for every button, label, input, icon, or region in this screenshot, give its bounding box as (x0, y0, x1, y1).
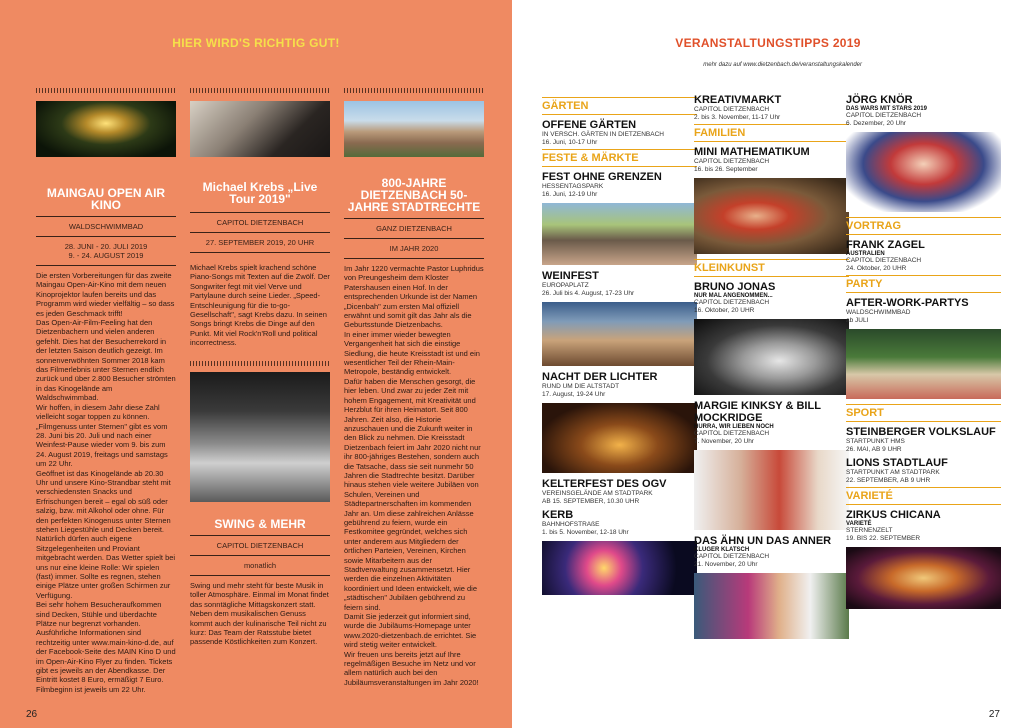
left-page-header: HIER WIRD'S RICHTIG GUT! (172, 36, 340, 50)
event-title: 800-JAHRE DIETZENBACH 50-JAHRE STADTRECHTE (347, 176, 481, 214)
party-crowd-photo (846, 329, 1001, 399)
event-date: 24. Oktober, 20 UHR (846, 264, 907, 272)
town-panorama-photo (344, 101, 484, 157)
event-subtitle: HURRA, WIR LIEBEN NOCH (694, 424, 774, 430)
right-page-header: VERANSTALTUNGSTIPPS 2019 (675, 36, 861, 50)
event-date: 19. BIS 22. SEPTEMBER (846, 534, 921, 542)
divider (190, 252, 330, 253)
wine-festival-photo (542, 302, 697, 366)
divider (190, 232, 330, 233)
event-date: 16. Oktober, 20 UHR (694, 306, 755, 314)
event-date: 16. Juni, 10-17 Uhr (542, 138, 598, 146)
divider (190, 555, 330, 556)
page-number: 27 (988, 709, 1000, 720)
category-heading: FESTE & MÄRKTE (542, 149, 697, 167)
divider (190, 575, 330, 576)
event-title: Michael Krebs „Live Tour 2019" (202, 180, 318, 206)
event-date: 16. Juni, 12-19 Uhr (542, 190, 598, 198)
category-heading: VORTRAG (846, 217, 1001, 235)
event-date: 2. bis 3. November, 11-17 Uhr (694, 113, 781, 121)
kinksy-mockridge-photo (694, 450, 849, 530)
tips-column-3 (846, 94, 1001, 614)
event-description: Im Jahr 1220 vermachte Pastor Luphridus von Preungesheim dem Kloster Patershausen einen Hof. In der entsprechenden Urkunde ist der Namen „Dicenbah" zum ersten Mal offiziell erwähnt und somit gilt das Jahr als die Geburtsstunde Dietzenbachs. In einer immer wieder bewegten Vergangenheit hat sich die einstige Siedlung, die heute Kreisstadt ist und ein wesentlicher Teil der Rhein-Main-Metropole, beständig entwickelt. Dafür haben die Menschen gesorgt, die hier leben. Und zwar zu jeder Zeit mit hohem Engagement, mit Kreativität und Herzblut für ihren Heimatort. Seit 800 Jahren. Zeit also, die Historie anzuschauen und die Zukunft weiter in den Blick zu nehmen. Die Kreisstadt Dietzenbach feiert im Jahr 2020 nicht nur ihr 800-jähriges Bestehen, sondern auch die Tatsache, dass sie seit nunmehr 50 Jahren die Stadtrechte besitzt. Darüber hinaus stehen viele weitere Jubiläen von Schulen, Vereinen und Städtepartnerschaften im kommenden Jahr an. Um diese zahlreichen Anlässe gebührend zu feiern, wurde ein Festkomitee gegründet, welches sich unter anderem aus Mitgliedern der örtlichen Parteien, Vereinen, Kirchen sowie Mitarbeitern aus der Stadtverwaltung zusammensetzt. Hier werden die einzelnen Aktivitäten koordiniert und Ideen entwickelt, wie die „städtischen" Jubiläen gebührend zu feiern sind. Damit Sie jederzeit gut informiert sind, wurde die Jubiläums-Homepage unter www.2020-dietzenbach.de errichtet. Sie wird stetig weiter entwickelt. Wir freuen uns bereits jetzt auf Ihre regelmäßigen Besuche im Netz und vor allem natürlich auch bei den Jubiläumsveranstaltungen im Jahr 2020! (344, 264, 484, 687)
divider (36, 265, 176, 266)
event-venue: CAPITOL DIETZENBACH (694, 299, 770, 306)
event-title: KELTERFEST DES OGV (542, 478, 667, 490)
category-heading: GÄRTEN (542, 97, 697, 115)
category-heading: VARIETÉ (846, 487, 1001, 505)
event-title: FEST OHNE GRENZEN (542, 171, 662, 183)
event-venue: CAPITOL DIETZENBACH (694, 158, 770, 165)
divider (344, 238, 484, 239)
event-date: AB 15. SEPTEMBER, 10.30 UHR (542, 497, 640, 505)
festival-crowd-photo (542, 203, 697, 265)
dashed-divider (36, 88, 176, 93)
event-date: 28. JUNI - 20. JULI 2019 (64, 242, 148, 251)
event-title: MARGIE KINKSY & BILL MOCKRIDGE (694, 400, 821, 424)
page-number: 26 (26, 709, 38, 720)
event-description: Michael Krebs spielt krachend schöne Piano-Songs mit Texten auf die Zwölf. Der Songwriter fegt mit viel Verve und Partylaune durch seine Lieder. „Speed-Entschleunigung für die to-go-Gesellschaft", sagt Krebs dazu. In seinen Songs bringt Krebs die Dinge auf den Punkt. Mit viel Rock'n'Roll und political incorrectness. (190, 263, 330, 348)
event-venue: CAPITOL DIETZENBACH (216, 218, 304, 227)
open-air-cinema-photo (36, 101, 176, 157)
event-subtitle: NUR MAL ANGENOMMEN... (694, 293, 773, 299)
event-title: MAINGAU OPEN AIR KINO (46, 186, 166, 212)
event-title: LIONS STADTLAUF (846, 457, 948, 469)
event-title: ZIRKUS CHICANA (846, 509, 941, 521)
joerg-knoer-photo (846, 132, 1001, 212)
event-date: 7. November, 20 Uhr (694, 437, 754, 445)
divider (344, 258, 484, 259)
column-open-air-kino (36, 88, 176, 694)
column-800-jahre (344, 88, 484, 700)
event-date: 22. SEPTEMBER, AB 9 UHR (846, 476, 931, 484)
event-title: WEINFEST (542, 270, 599, 282)
category-heading: PARTY (846, 275, 1001, 293)
dashed-divider (344, 88, 484, 93)
event-venue: CAPITOL DIETZENBACH (694, 430, 770, 437)
calendar-link[interactable]: mehr dazu auf www.dietzenbach.de/veranstaltungskalender (703, 62, 862, 68)
event-title: FRANK ZAGEL (846, 239, 925, 251)
event-date: 26. Juli bis 4. August, 17-23 Uhr (542, 289, 635, 297)
bruno-jonas-photo (694, 319, 849, 395)
event-date: 9. - 24. AUGUST 2019 (68, 251, 144, 260)
event-subtitle: VARIETÉ (846, 521, 872, 527)
divider (36, 216, 176, 217)
tips-column-2 (694, 94, 849, 644)
event-venue: CAPITOL DIETZENBACH (694, 106, 770, 113)
category-heading: FAMILIEN (694, 124, 849, 142)
child-math-photo (694, 178, 849, 254)
event-venue: WALDSCHWIMMBAD (68, 222, 144, 231)
event-venue: CAPITOL DIETZENBACH (216, 541, 304, 550)
event-title: BRUNO JONAS (694, 281, 776, 293)
event-venue: WALDSCHWIMMBAD (846, 309, 911, 316)
circus-photo (846, 547, 1001, 609)
divider (36, 236, 176, 237)
night-of-lights-photo (542, 403, 697, 473)
event-date: IM JAHR 2020 (389, 244, 439, 253)
pianist-photo (190, 101, 330, 157)
divider (190, 212, 330, 213)
event-title: KREATIVMARKT (694, 94, 782, 106)
divider (344, 218, 484, 219)
category-heading: KLEINKUNST (694, 259, 849, 277)
event-venue: STARTPUNKT AM STADTPARK (846, 469, 940, 476)
concert-hall-photo (190, 372, 330, 502)
event-title: NACHT DER LICHTER (542, 371, 658, 383)
divider (190, 535, 330, 536)
event-venue: STERNENZELT (846, 527, 893, 534)
event-subtitle: KLUGER KLATSCH (694, 547, 750, 553)
event-subtitle: AUSTRALIEN (846, 251, 885, 257)
tips-column-1 (542, 94, 697, 600)
column-michael-krebs (190, 88, 330, 661)
event-venue: GANZ DIETZENBACH (376, 224, 452, 233)
event-description: Swing und mehr steht für beste Musik in toller Atmosphäre. Einmal im Monat findet das sonntägliche Mittagskonzert statt. Neben dem musikalischen Genuss kommt auch der kulinarische Teil nicht zu kurz: Das Team der Ratsstube bietet passende Köstlichkeiten zum Konzert. (190, 581, 329, 647)
event-date: 16. bis 26. September (694, 165, 758, 173)
event-subtitle: DAS WARS MIT STARS 2019 (846, 106, 927, 112)
comedy-duo-photo (694, 573, 849, 639)
dashed-divider (190, 361, 330, 366)
event-venue: VEREINSGELÄNDE AM STADTPARK (542, 490, 653, 497)
event-title: STEINBERGER VOLKSLAUF (846, 426, 996, 438)
event-venue: EUROPAPLATZ (542, 282, 589, 289)
event-date: 26. MAI, AB 9 UHR (846, 445, 902, 453)
event-title: MINI MATHEMATIKUM (694, 146, 810, 158)
event-venue: CAPITOL DIETZENBACH (694, 553, 770, 560)
event-venue: RUND UM DIE ALTSTADT (542, 383, 620, 390)
event-title: AFTER-WORK-PARTYS (846, 297, 969, 309)
event-date: ab JULI (846, 316, 869, 324)
event-date: 17. August, 19-24 Uhr (542, 390, 606, 398)
category-heading: SPORT (846, 404, 1001, 422)
event-date: 27. SEPTEMBER 2019, 20 UHR (205, 238, 315, 247)
ferris-wheel-photo (542, 541, 697, 595)
event-venue: CAPITOL DIETZENBACH (846, 112, 922, 119)
dashed-divider (190, 88, 330, 93)
event-date: 21. November, 20 Uhr (694, 560, 758, 568)
event-venue: IN VERSCH. GÄRTEN IN DIETZENBACH (542, 131, 664, 138)
event-title-swing: SWING & MEHR (214, 517, 306, 531)
event-title: KERB (542, 509, 574, 521)
event-date: 1. bis 5. November, 12-18 Uhr (542, 528, 629, 536)
event-title: OFFENE GÄRTEN (542, 119, 637, 131)
event-title: DAS ÄHN UN DAS ANNER (694, 535, 832, 547)
right-page (512, 0, 1024, 728)
event-venue: HESSENTAGSPARK (542, 183, 604, 190)
event-date: 6. Dezember, 20 Uhr (846, 119, 906, 127)
event-title: JÖRG KNÖR (846, 94, 913, 106)
event-description: Die ersten Vorbereitungen für das zweite Maingau Open-Air-Kino mit dem neuen Kinoprojektor laufen bereits und das Programm wird wieder vielfältig – so dass es jeden Geschmack trifft! Das Open-Air-Film-Feeling hat den Dietzenbachern und vielen anderen gefehlt. Dies hat der Besucherrekord in der letzten Saison deutlich gezeigt. Im sonnenverwöhnten Sommer 2018 kam das Filmerlebnis unter Sternen endlich zurück und über 2.800 Besucher strömten in das Kinogelände am Waldschwimmbad. Wir hoffen, in diesem Jahr diese Zahl vielleicht sogar toppen zu können. „Filmgenuss unter Sternen" gibt es vom 28. Juni bis 20. Juli und nach einer Weinfest-Pause wieder vom 9. bis zum 24. August 2019, freitags und samstags um 22 Uhr. Geöffnet ist das Kinogelände ab 20.30 Uhr und unsere Kino-Strandbar steht mit verschiedensten Snacks und Erfrischungen bereit – egal ob süß oder salzig, bzw. mit Alkohol oder ohne. Für den perfekten Kinogenuss unter Sternen stehen Liegestühle und Decken bereit. Natürlich dürfen auch eigene Sitzgelegenheiten und Proviant mitgebracht werden. Das Wetter spielt bei uns nur eine kleine Rolle: Wir spielen (fast) immer. Sollte es regnen, stehen einige Plätze unter großen Schirmen zur Verfügung. Bei sehr hohem Besucheraufkommen sind Decken, Stühle und überdachte Plätze nur begrenzt vorhanden. Ausführliche Informationen sind rechtzeitig unter www.main-kino-d.de, auf der Facebook-Seite des MAIN Kino D und im Open-Air-Kino Flyer zu finden. Tickets gibt es jeweils an der Abendkasse. Der Eintritt kostet 8 Euro, ermäßigt 7 Euro. Filmbeginn ist jeweils um 22 Uhr. (36, 271, 176, 694)
event-date: monatlich (243, 561, 277, 570)
event-venue: BAHNHOFSTRAßE (542, 521, 600, 528)
event-venue: STARTPUNKT HMS (846, 438, 905, 445)
event-venue: CAPITOL DIETZENBACH (846, 257, 922, 264)
